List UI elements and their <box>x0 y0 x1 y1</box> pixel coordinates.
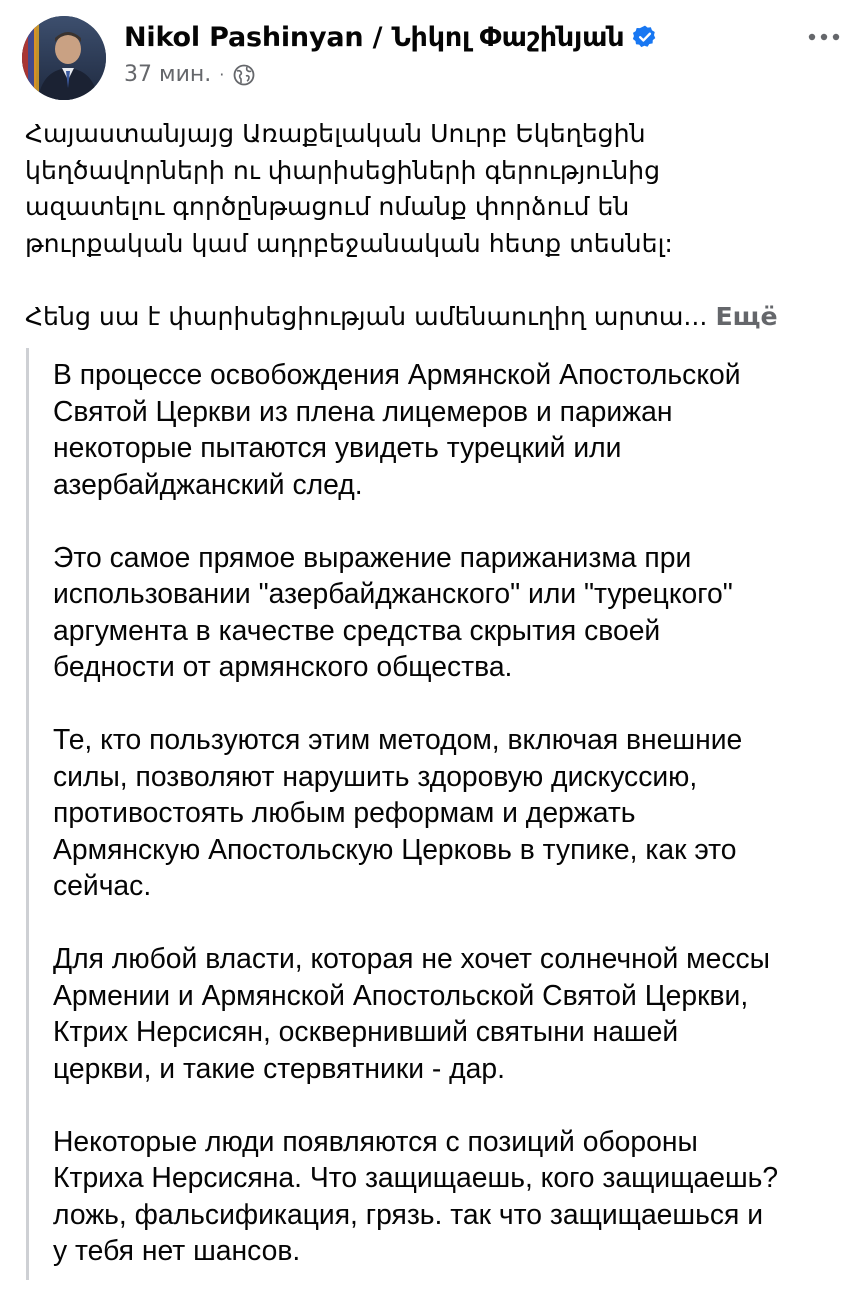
translation-line: противостоять любым реформам и держать <box>53 796 636 828</box>
paragraph-gap <box>25 262 845 299</box>
translation-line: у тебя нет шансов. <box>53 1234 301 1266</box>
author-name[interactable] <box>124 22 658 53</box>
translation-paragraph <box>53 356 853 502</box>
translation-line: В процессе освобождения Армянской Апостольской <box>53 358 741 390</box>
translation-paragraph <box>53 539 853 685</box>
translation-line: Ктриха Нерсисяна. Что защищаешь, кого защищаешь? <box>53 1161 779 1193</box>
meta-separator: · <box>219 65 225 84</box>
translation-line: аргумента в качестве средства скрытия своей <box>53 613 661 646</box>
globe-icon[interactable] <box>232 63 256 87</box>
post-header <box>0 0 865 110</box>
truncated-text: Հենց սա է փարիսեցիության ամենաուղիղ արտա... <box>25 302 708 331</box>
translation-line: Ктрих Нерсисян, осквернивший святыни нашей <box>53 1015 679 1047</box>
original-line: թուրքական կամ ադրբեջանական հետք տեսնել: <box>25 228 673 258</box>
translation-line: бедности от армянского общества. <box>53 650 513 682</box>
original-line: ազատելու գործընթացում ոմանք փորձում են <box>25 192 630 221</box>
translation-line: Для любой власти, которая не хочет солнечной мессы <box>53 942 770 974</box>
translation-line: Святой Церкви из плена лицемеров и парижан <box>53 394 673 427</box>
translation-line: азербайджанский след. <box>53 467 363 500</box>
see-more-button[interactable]: Ещё <box>715 302 778 331</box>
translation-paragraph <box>53 940 853 1086</box>
translation-line: церкви, и такие стервятники - дар. <box>53 1051 506 1084</box>
post-original-text <box>25 116 845 336</box>
original-line: կեղծավորների ու փարիսեցիների գերությունից <box>25 155 661 185</box>
translation-paragraph <box>53 721 853 904</box>
translation-line: ложь, фальсификация, грязь. так что защищаешься и <box>53 1197 764 1230</box>
original-paragraph-truncated <box>25 299 845 336</box>
translation-line: сейчас. <box>53 869 152 901</box>
avatar-portrait-icon <box>22 16 106 100</box>
original-paragraph <box>25 116 845 262</box>
translation-line: использовании "азербайджанского" или "турецкого" <box>53 577 733 609</box>
author-name-text: Nikol Pashinyan / Նիկոլ Փաշինյան <box>124 22 625 53</box>
original-line-truncated <box>25 299 845 336</box>
translation-line: Те, кто пользуются этим методом, включая внешние <box>53 723 743 755</box>
avatar[interactable] <box>22 16 106 100</box>
original-line: Հայաստանյայց Առաքելական Սուրբ Եկեղեցին <box>25 119 646 148</box>
translation-line: Некоторые люди появляются с позиций обороны <box>53 1124 698 1157</box>
translation-line: Армянскую Апостольскую Церковь в тупике, как это <box>53 832 737 865</box>
more-horizontal-icon[interactable] <box>807 30 841 44</box>
translation-line: силы, позволяют нарушить здоровую дискуссию, <box>53 759 698 792</box>
translation-line: Это самое прямое выражение парижанизма при <box>53 540 692 573</box>
translation-paragraph <box>53 1123 853 1269</box>
post-meta <box>124 62 256 87</box>
translation-block <box>26 348 859 1280</box>
verified-badge-icon <box>632 24 658 50</box>
translation-text <box>53 356 853 1305</box>
translation-line: некоторые пытаются увидеть турецкий или <box>53 431 622 463</box>
timestamp[interactable]: 37 мин. <box>124 62 212 87</box>
translation-line: Армении и Армянской Апостольской Святой Церкви, <box>53 978 749 1011</box>
